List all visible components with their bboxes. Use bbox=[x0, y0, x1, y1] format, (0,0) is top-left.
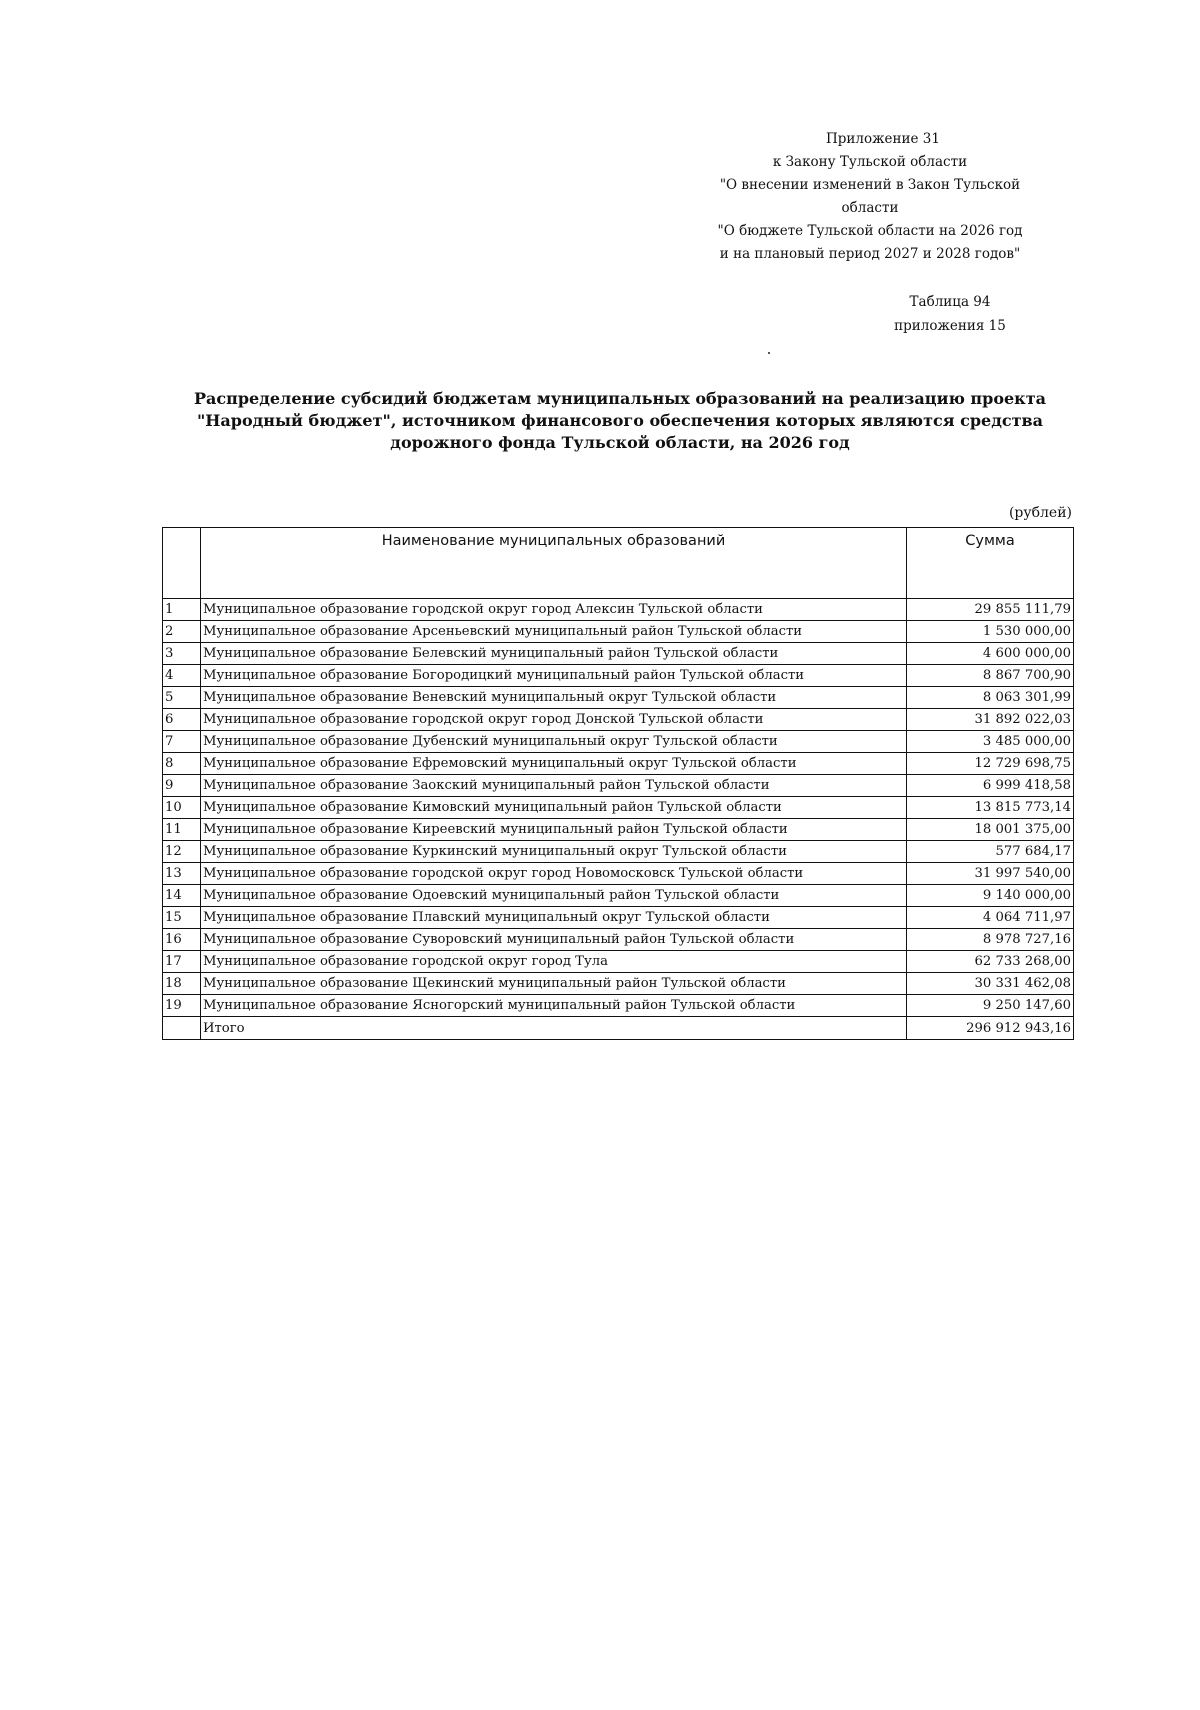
annex-line: и на плановый период 2027 и 2028 годов" bbox=[719, 246, 1021, 262]
annex-line: Приложение 31 bbox=[826, 131, 940, 147]
subsidy-amount: 13 815 773,14 bbox=[907, 797, 1074, 819]
row-number: 4 bbox=[163, 665, 201, 687]
row-number: 3 bbox=[163, 643, 201, 665]
subsidy-amount: 29 855 111,79 bbox=[907, 599, 1074, 621]
municipality-name: Муниципальное образование городской округ город Тула bbox=[201, 951, 907, 973]
table-row bbox=[163, 621, 1074, 643]
column-header-sum: Сумма bbox=[907, 528, 1074, 599]
annex-line: к Закону Тульской области bbox=[772, 154, 968, 170]
annex-line: "О бюджете Тульской области на 2026 год bbox=[717, 223, 1023, 239]
row-number: 16 bbox=[163, 929, 201, 951]
row-number: 12 bbox=[163, 841, 201, 863]
row-number: 5 bbox=[163, 687, 201, 709]
table-row bbox=[163, 797, 1074, 819]
scan-speck bbox=[768, 352, 770, 354]
table-ref-line: Таблица 94 bbox=[909, 294, 991, 310]
subsidy-amount: 4 600 000,00 bbox=[907, 643, 1074, 665]
table-row bbox=[163, 951, 1074, 973]
subsidy-amount: 9 250 147,60 bbox=[907, 995, 1074, 1017]
municipality-name: Муниципальное образование Киреевский муниципальный район Тульской области bbox=[201, 819, 907, 841]
table-row bbox=[163, 863, 1074, 885]
municipality-name: Муниципальное образование Кимовский муниципальный район Тульской области bbox=[201, 797, 907, 819]
title-line: Распределение субсидий бюджетам муниципальных образований на реализацию проекта bbox=[193, 389, 1047, 408]
row-number: 15 bbox=[163, 907, 201, 929]
table-header-row bbox=[163, 528, 1074, 599]
row-number: 8 bbox=[163, 753, 201, 775]
annex-line: "О внесении изменений в Закон Тульской области bbox=[719, 177, 1021, 216]
annex-header bbox=[700, 128, 1040, 266]
row-number: 7 bbox=[163, 731, 201, 753]
table-ref-line: приложения 15 bbox=[894, 318, 1006, 334]
municipality-name: Муниципальное образование Одоевский муниципальный район Тульской области bbox=[201, 885, 907, 907]
table-row bbox=[163, 643, 1074, 665]
row-number: 6 bbox=[163, 709, 201, 731]
table-row bbox=[163, 665, 1074, 687]
table-row bbox=[163, 753, 1074, 775]
municipality-name: Муниципальное образование Щекинский муниципальный район Тульской области bbox=[201, 973, 907, 995]
row-number: 18 bbox=[163, 973, 201, 995]
table-row bbox=[163, 995, 1074, 1017]
municipality-name: Муниципальное образование городской округ город Донской Тульской области bbox=[201, 709, 907, 731]
subsidy-amount: 1 530 000,00 bbox=[907, 621, 1074, 643]
table-row bbox=[163, 973, 1074, 995]
subsidy-amount: 4 064 711,97 bbox=[907, 907, 1074, 929]
row-number: 19 bbox=[163, 995, 201, 1017]
table-row bbox=[163, 599, 1074, 621]
row-number: 1 bbox=[163, 599, 201, 621]
subsidy-amount: 12 729 698,75 bbox=[907, 753, 1074, 775]
subsidy-amount: 31 892 022,03 bbox=[907, 709, 1074, 731]
table-row bbox=[163, 687, 1074, 709]
row-number: 2 bbox=[163, 621, 201, 643]
total-number-cell bbox=[163, 1017, 201, 1040]
subsidy-amount: 577 684,17 bbox=[907, 841, 1074, 863]
municipality-name: Муниципальное образование Дубенский муниципальный округ Тульской области bbox=[201, 731, 907, 753]
municipality-name: Муниципальное образование Богородицкий муниципальный район Тульской области bbox=[201, 665, 907, 687]
table-row bbox=[163, 731, 1074, 753]
subsidy-amount: 31 997 540,00 bbox=[907, 863, 1074, 885]
subsidy-table bbox=[162, 527, 1074, 1040]
total-amount: 296 912 943,16 bbox=[907, 1017, 1074, 1040]
municipality-name: Муниципальное образование городской округ город Новомосковск Тульской области bbox=[201, 863, 907, 885]
municipality-name: Муниципальное образование Веневский муниципальный округ Тульской области bbox=[201, 687, 907, 709]
municipality-name: Муниципальное образование Ефремовский муниципальный округ Тульской области bbox=[201, 753, 907, 775]
row-number: 10 bbox=[163, 797, 201, 819]
title-line: дорожного фонда Тульской области, на 2026 год bbox=[390, 433, 850, 452]
municipality-name: Муниципальное образование Плавский муниципальный округ Тульской области bbox=[201, 907, 907, 929]
table-body bbox=[163, 599, 1074, 1040]
column-header-name: Наименование муниципальных образований bbox=[201, 528, 907, 599]
title-line: "Народный бюджет", источником финансового обеспечения которых являются средства bbox=[196, 411, 1044, 430]
table-row bbox=[163, 709, 1074, 731]
subsidy-amount: 18 001 375,00 bbox=[907, 819, 1074, 841]
municipality-name: Муниципальное образование Суворовский муниципальный район Тульской области bbox=[201, 929, 907, 951]
subsidy-amount: 8 978 727,16 bbox=[907, 929, 1074, 951]
table-row bbox=[163, 819, 1074, 841]
row-number: 11 bbox=[163, 819, 201, 841]
total-row bbox=[163, 1017, 1074, 1040]
table-reference bbox=[880, 290, 1020, 338]
document-title bbox=[190, 388, 1050, 454]
table-row bbox=[163, 929, 1074, 951]
municipality-name: Муниципальное образование Белевский муниципальный район Тульской области bbox=[201, 643, 907, 665]
column-header-number bbox=[163, 528, 201, 599]
subsidy-amount: 9 140 000,00 bbox=[907, 885, 1074, 907]
subsidy-amount: 8 063 301,99 bbox=[907, 687, 1074, 709]
units-label: (рублей) bbox=[1008, 505, 1072, 521]
table-row bbox=[163, 885, 1074, 907]
municipality-name: Муниципальное образование Арсеньевский муниципальный район Тульской области bbox=[201, 621, 907, 643]
row-number: 9 bbox=[163, 775, 201, 797]
subsidy-amount: 6 999 418,58 bbox=[907, 775, 1074, 797]
subsidy-amount: 8 867 700,90 bbox=[907, 665, 1074, 687]
table-row bbox=[163, 907, 1074, 929]
municipality-name: Муниципальное образование Заокский муниципальный район Тульской области bbox=[201, 775, 907, 797]
subsidy-amount: 3 485 000,00 bbox=[907, 731, 1074, 753]
table-row bbox=[163, 841, 1074, 863]
subsidy-amount: 62 733 268,00 bbox=[907, 951, 1074, 973]
row-number: 14 bbox=[163, 885, 201, 907]
row-number: 13 bbox=[163, 863, 201, 885]
municipality-name: Муниципальное образование Ясногорский муниципальный район Тульской области bbox=[201, 995, 907, 1017]
table-row bbox=[163, 775, 1074, 797]
municipality-name: Муниципальное образование Куркинский муниципальный округ Тульской области bbox=[201, 841, 907, 863]
row-number: 17 bbox=[163, 951, 201, 973]
subsidy-amount: 30 331 462,08 bbox=[907, 973, 1074, 995]
municipality-name: Муниципальное образование городской округ город Алексин Тульской области bbox=[201, 599, 907, 621]
total-label: Итого bbox=[201, 1017, 907, 1040]
